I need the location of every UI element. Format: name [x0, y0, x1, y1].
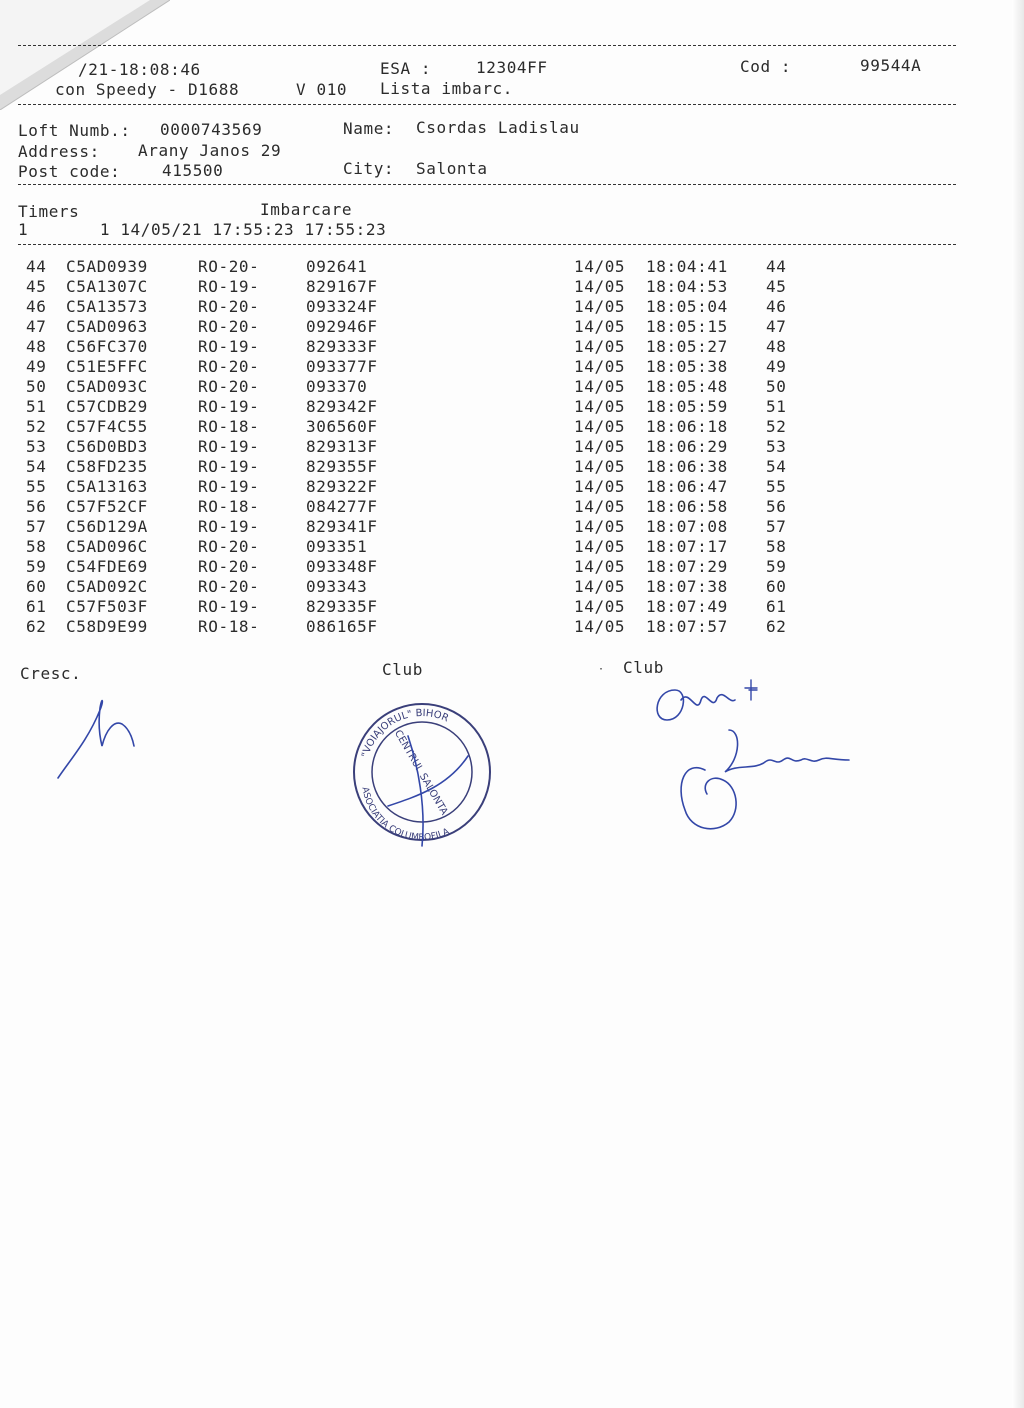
cell-num: 306560F [306, 417, 378, 436]
table-row [26, 317, 806, 337]
cell-time: 18:06:29 [646, 437, 728, 456]
cell-pos: 44 [766, 257, 787, 276]
club-signature [645, 660, 875, 850]
cell-time: 18:05:04 [646, 297, 728, 316]
cell-time: 18:05:38 [646, 357, 728, 376]
cell-time: 18:07:38 [646, 577, 728, 596]
cell-chip: C5AD093C [66, 377, 148, 396]
cell-pos: 59 [766, 557, 787, 576]
cell-chip: C57CDB29 [66, 397, 148, 416]
esa-label: ESA : [380, 59, 432, 78]
cell-idx: 51 [26, 397, 47, 416]
cell-time: 18:07:08 [646, 517, 728, 536]
cell-idx: 56 [26, 497, 47, 516]
address-value: Arany Janos 29 [138, 141, 282, 160]
table-row [26, 397, 806, 417]
cell-time: 18:04:41 [646, 257, 728, 276]
cell-chip: C5A13163 [66, 477, 148, 496]
cell-idx: 48 [26, 337, 47, 356]
cod-label: Cod : [740, 57, 792, 76]
cell-time: 18:07:29 [646, 557, 728, 576]
cell-idx: 47 [26, 317, 47, 336]
name-label: Name: [343, 119, 395, 138]
cell-ring: RO-19- [198, 477, 260, 496]
cell-pos: 47 [766, 317, 787, 336]
cell-date: 14/05 [574, 437, 626, 456]
cell-num: 093377F [306, 357, 378, 376]
cell-time: 18:06:58 [646, 497, 728, 516]
cell-ring: RO-19- [198, 397, 260, 416]
cell-idx: 57 [26, 517, 47, 536]
cell-date: 14/05 [574, 297, 626, 316]
table-row [26, 297, 806, 317]
cell-pos: 62 [766, 617, 787, 636]
basketing-table-body [26, 257, 806, 637]
cell-chip: C5AD0939 [66, 257, 148, 276]
table-row [26, 277, 806, 297]
cell-time: 18:05:59 [646, 397, 728, 416]
cell-num: 093343 [306, 577, 368, 596]
cell-pos: 49 [766, 357, 787, 376]
cell-num: 829341F [306, 517, 378, 536]
cell-date: 14/05 [574, 477, 626, 496]
cell-date: 14/05 [574, 257, 626, 276]
cell-num: 093348F [306, 557, 378, 576]
cell-chip: C5AD092C [66, 577, 148, 596]
cell-num: 084277F [306, 497, 378, 516]
cell-time: 18:06:47 [646, 477, 728, 496]
header-version: V 010 [296, 80, 348, 99]
cell-date: 14/05 [574, 377, 626, 396]
stamp-center-text: CENTRUL SALONTA [391, 728, 450, 818]
cell-chip: C5A1307C [66, 277, 148, 296]
club-label-2: Club [623, 658, 664, 677]
table-row [26, 337, 806, 357]
cell-date: 14/05 [574, 597, 626, 616]
header-datetime: /21-18:08:46 [78, 60, 201, 79]
table-row [26, 617, 806, 637]
cod-value: 99544A [860, 56, 922, 75]
cell-time: 18:05:15 [646, 317, 728, 336]
cell-num: 829335F [306, 597, 378, 616]
cell-pos: 45 [766, 277, 787, 296]
header-device: con Speedy - D1688 [55, 80, 240, 99]
cell-date: 14/05 [574, 397, 626, 416]
cell-time: 18:06:38 [646, 457, 728, 476]
cell-num: 086165F [306, 617, 378, 636]
cell-pos: 60 [766, 577, 787, 596]
cell-chip: C5AD096C [66, 537, 148, 556]
table-row [26, 437, 806, 457]
cell-time: 18:05:48 [646, 377, 728, 396]
table-row [26, 377, 806, 397]
cell-time: 18:07:49 [646, 597, 728, 616]
breeder-signature [50, 690, 160, 790]
postcode-value: 415500 [162, 161, 224, 180]
cell-pos: 56 [766, 497, 787, 516]
cell-idx: 52 [26, 417, 47, 436]
cell-idx: 58 [26, 537, 47, 556]
header-list-title: Lista imbarc. [380, 79, 514, 98]
cell-chip: C56FC370 [66, 337, 148, 356]
cell-pos: 57 [766, 517, 787, 536]
cell-idx: 62 [26, 617, 47, 636]
cell-date: 14/05 [574, 497, 626, 516]
cell-date: 14/05 [574, 537, 626, 556]
cell-ring: RO-20- [198, 317, 260, 336]
cell-ring: RO-20- [198, 257, 260, 276]
cell-ring: RO-19- [198, 517, 260, 536]
cell-num: 829313F [306, 437, 378, 456]
stamp-top-text: "VOIAJORUL" BIHOR [360, 707, 451, 759]
cell-ring: RO-19- [198, 437, 260, 456]
cell-time: 18:07:17 [646, 537, 728, 556]
cell-idx: 44 [26, 257, 47, 276]
cell-date: 14/05 [574, 337, 626, 356]
cell-idx: 45 [26, 277, 47, 296]
cell-num: 829355F [306, 457, 378, 476]
cell-ring: RO-20- [198, 557, 260, 576]
cell-pos: 53 [766, 437, 787, 456]
cell-date: 14/05 [574, 317, 626, 336]
city-value: Salonta [416, 159, 488, 178]
cell-num: 093370 [306, 377, 368, 396]
cell-idx: 55 [26, 477, 47, 496]
address-label: Address: [18, 142, 100, 161]
embark-label: Imbarcare [260, 200, 353, 219]
cell-num: 093351 [306, 537, 368, 556]
cell-ring: RO-19- [198, 457, 260, 476]
cell-pos: 61 [766, 597, 787, 616]
table-row [26, 257, 806, 277]
cell-date: 14/05 [574, 577, 626, 596]
cell-ring: RO-20- [198, 377, 260, 396]
cell-date: 14/05 [574, 517, 626, 536]
cell-chip: C5AD0963 [66, 317, 148, 336]
loft-label: Loft Numb.: [18, 121, 131, 140]
cell-num: 829167F [306, 277, 378, 296]
cell-time: 18:05:27 [646, 337, 728, 356]
timers-label: Timers [18, 202, 80, 221]
cell-chip: C58D9E99 [66, 617, 148, 636]
table-row [26, 557, 806, 577]
table-row [26, 597, 806, 617]
timers-row: 1 1 14/05/21 17:55:23 17:55:23 [18, 220, 387, 239]
divider-top [18, 45, 956, 46]
table-row [26, 457, 806, 477]
cell-idx: 59 [26, 557, 47, 576]
basketing-table [26, 257, 806, 637]
cell-ring: RO-18- [198, 417, 260, 436]
cell-num: 829333F [306, 337, 378, 356]
name-value: Csordas Ladislau [416, 118, 580, 137]
cell-ring: RO-20- [198, 537, 260, 556]
cell-idx: 49 [26, 357, 47, 376]
cell-date: 14/05 [574, 277, 626, 296]
esa-value: 12304FF [476, 58, 548, 77]
table-row [26, 497, 806, 517]
cell-pos: 50 [766, 377, 787, 396]
cell-num: 092641 [306, 257, 368, 276]
cell-chip: C54FDE69 [66, 557, 148, 576]
cell-date: 14/05 [574, 457, 626, 476]
cell-num: 829322F [306, 477, 378, 496]
cresc-label: Cresc. [20, 664, 82, 683]
cell-pos: 58 [766, 537, 787, 556]
cell-pos: 54 [766, 457, 787, 476]
cell-chip: C57F503F [66, 597, 148, 616]
cell-chip: C58FD235 [66, 457, 148, 476]
cell-pos: 46 [766, 297, 787, 316]
cell-chip: C51E5FFC [66, 357, 148, 376]
cell-chip: C57F4C55 [66, 417, 148, 436]
divider-after-header [18, 104, 956, 105]
cell-idx: 54 [26, 457, 47, 476]
cell-date: 14/05 [574, 417, 626, 436]
divider-after-timers [18, 244, 956, 245]
cell-chip: C56D0BD3 [66, 437, 148, 456]
cell-chip: C5A13573 [66, 297, 148, 316]
cell-time: 18:07:57 [646, 617, 728, 636]
cell-ring: RO-18- [198, 497, 260, 516]
cell-time: 18:06:18 [646, 417, 728, 436]
cell-pos: 51 [766, 397, 787, 416]
cell-idx: 46 [26, 297, 47, 316]
cell-num: 829342F [306, 397, 378, 416]
club-stamp [348, 696, 498, 856]
cell-idx: 50 [26, 377, 47, 396]
cell-date: 14/05 [574, 357, 626, 376]
table-row [26, 517, 806, 537]
page-edge-shadow [1012, 0, 1024, 1408]
divider-after-fancier [18, 184, 956, 185]
cell-ring: RO-20- [198, 297, 260, 316]
stamp-ring-text: ASOCIATIA COLUMBOFILA [359, 786, 451, 844]
cell-ring: RO-20- [198, 577, 260, 596]
table-row [26, 577, 806, 597]
cell-num: 092946F [306, 317, 378, 336]
cell-pos: 55 [766, 477, 787, 496]
cell-date: 14/05 [574, 557, 626, 576]
table-row [26, 417, 806, 437]
cell-chip: C57F52CF [66, 497, 148, 516]
cell-ring: RO-19- [198, 597, 260, 616]
cell-ring: RO-19- [198, 337, 260, 356]
dot-mark: · [598, 664, 605, 675]
city-label: City: [343, 159, 395, 178]
club-label-1: Club [382, 660, 423, 679]
cell-num: 093324F [306, 297, 378, 316]
table-row [26, 357, 806, 377]
cell-idx: 61 [26, 597, 47, 616]
cell-ring: RO-18- [198, 617, 260, 636]
postcode-label: Post code: [18, 162, 121, 181]
cell-idx: 60 [26, 577, 47, 596]
table-row [26, 537, 806, 557]
table-row [26, 477, 806, 497]
cell-date: 14/05 [574, 617, 626, 636]
cell-time: 18:04:53 [646, 277, 728, 296]
cell-ring: RO-19- [198, 277, 260, 296]
cell-pos: 48 [766, 337, 787, 356]
cell-pos: 52 [766, 417, 787, 436]
cell-ring: RO-20- [198, 357, 260, 376]
cell-chip: C56D129A [66, 517, 148, 536]
loft-value: 0000743569 [160, 120, 263, 139]
cell-idx: 53 [26, 437, 47, 456]
